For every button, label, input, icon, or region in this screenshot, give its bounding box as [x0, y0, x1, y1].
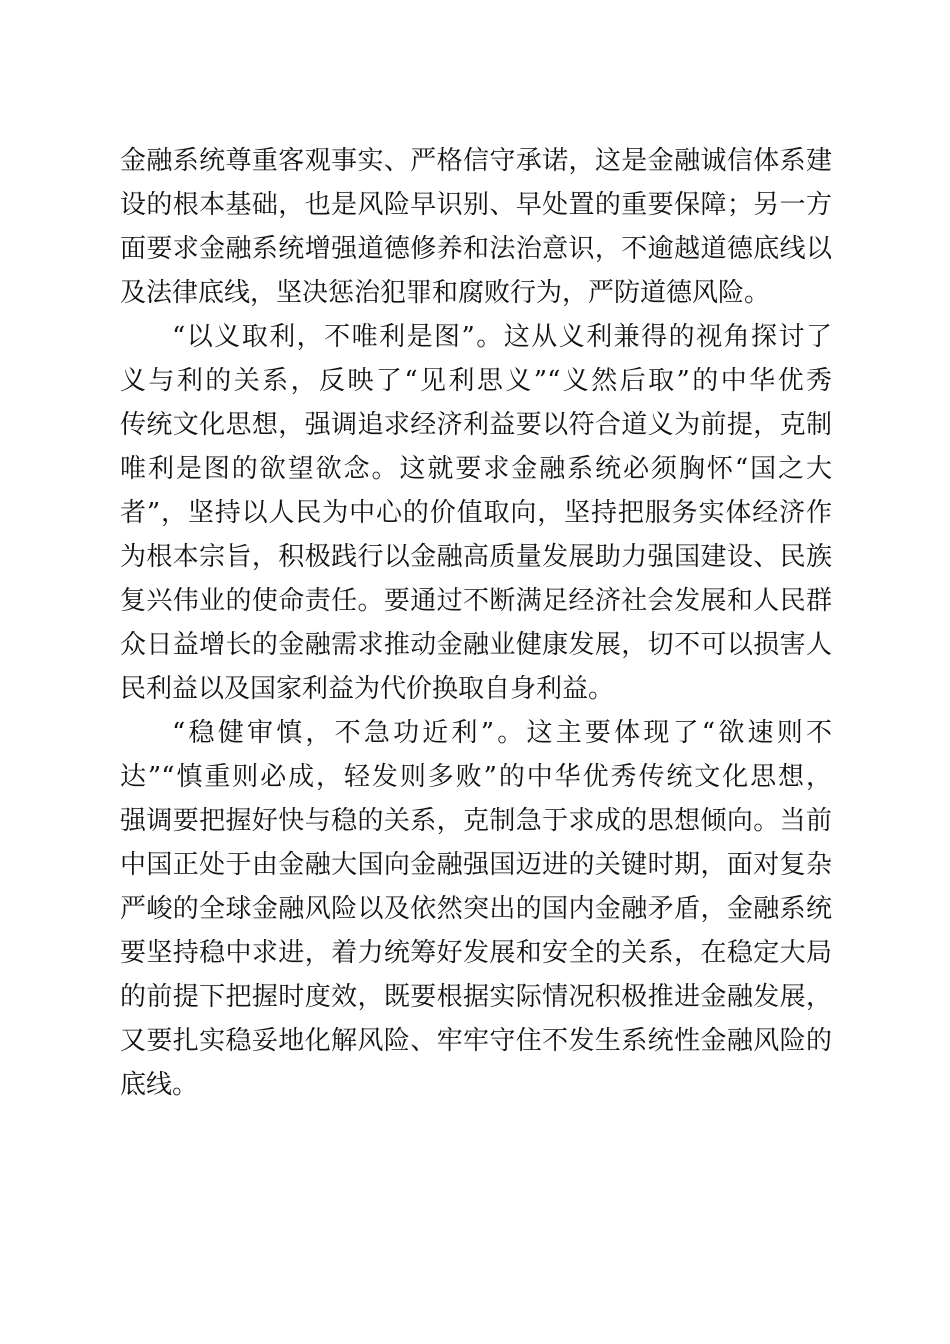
- text-line: 中国正处于由金融大国向金融强国迈进的关键时期，面对复杂: [120, 850, 832, 880]
- text-line: 众日益增长的金融需求推动金融业健康发展，切不可以损害人: [120, 630, 832, 660]
- document-body: [120, 139, 832, 1107]
- text-line: 义与利的关系，反映了“见利思义”“义然后取”的中华优秀: [120, 366, 832, 396]
- text-line: “稳健审慎，不急功近利”。这主要体现了“欲速则不: [172, 718, 832, 748]
- text-line: 设的根本基础，也是风险早识别、早处置的重要保障；另一方: [120, 190, 832, 220]
- paragraph-3: [120, 711, 832, 1107]
- text-line: 者”，坚持以人民为中心的价值取向，坚持把服务实体经济作: [120, 498, 832, 528]
- text-line: “以义取利，不唯利是图”。这从义利兼得的视角探讨了: [172, 322, 832, 352]
- text-line: 传统文化思想，强调追求经济利益要以符合道义为前提，克制: [120, 410, 832, 440]
- text-line: 唯利是图的欲望欲念。这就要求金融系统必须胸怀“国之大: [120, 454, 832, 484]
- text-line: 复兴伟业的使命责任。要通过不断满足经济社会发展和人民群: [120, 586, 832, 616]
- text-line: 底线。: [120, 1070, 199, 1100]
- text-line: 达”“慎重则必成，轻发则多败”的中华优秀传统文化思想，: [120, 762, 832, 792]
- text-line: 金融系统尊重客观事实、严格信守承诺，这是金融诚信体系建: [120, 146, 832, 176]
- text-line: 民利益以及国家利益为代价换取自身利益。: [120, 674, 615, 704]
- text-line: 及法律底线，坚决惩治犯罪和腐败行为，严防道德风险。: [120, 278, 771, 308]
- text-line: 要坚持稳中求进，着力统筹好发展和安全的关系，在稳定大局: [120, 938, 832, 968]
- text-line: 又要扎实稳妥地化解风险、牢牢守住不发生系统性金融风险的: [120, 1026, 832, 1056]
- text-line: 强调要把握好快与稳的关系，克制急于求成的思想倾向。当前: [120, 806, 832, 836]
- paragraph-1: [120, 139, 832, 315]
- text-line: 严峻的全球金融风险以及依然突出的国内金融矛盾，金融系统: [120, 894, 832, 924]
- paragraph-2: [120, 315, 832, 711]
- text-line: 面要求金融系统增强道德修养和法治意识，不逾越道德底线以: [120, 234, 832, 264]
- text-line: 为根本宗旨，积极践行以金融高质量发展助力强国建设、民族: [120, 542, 832, 572]
- text-line: 的前提下把握时度效，既要根据实际情况积极推进金融发展，: [120, 982, 832, 1012]
